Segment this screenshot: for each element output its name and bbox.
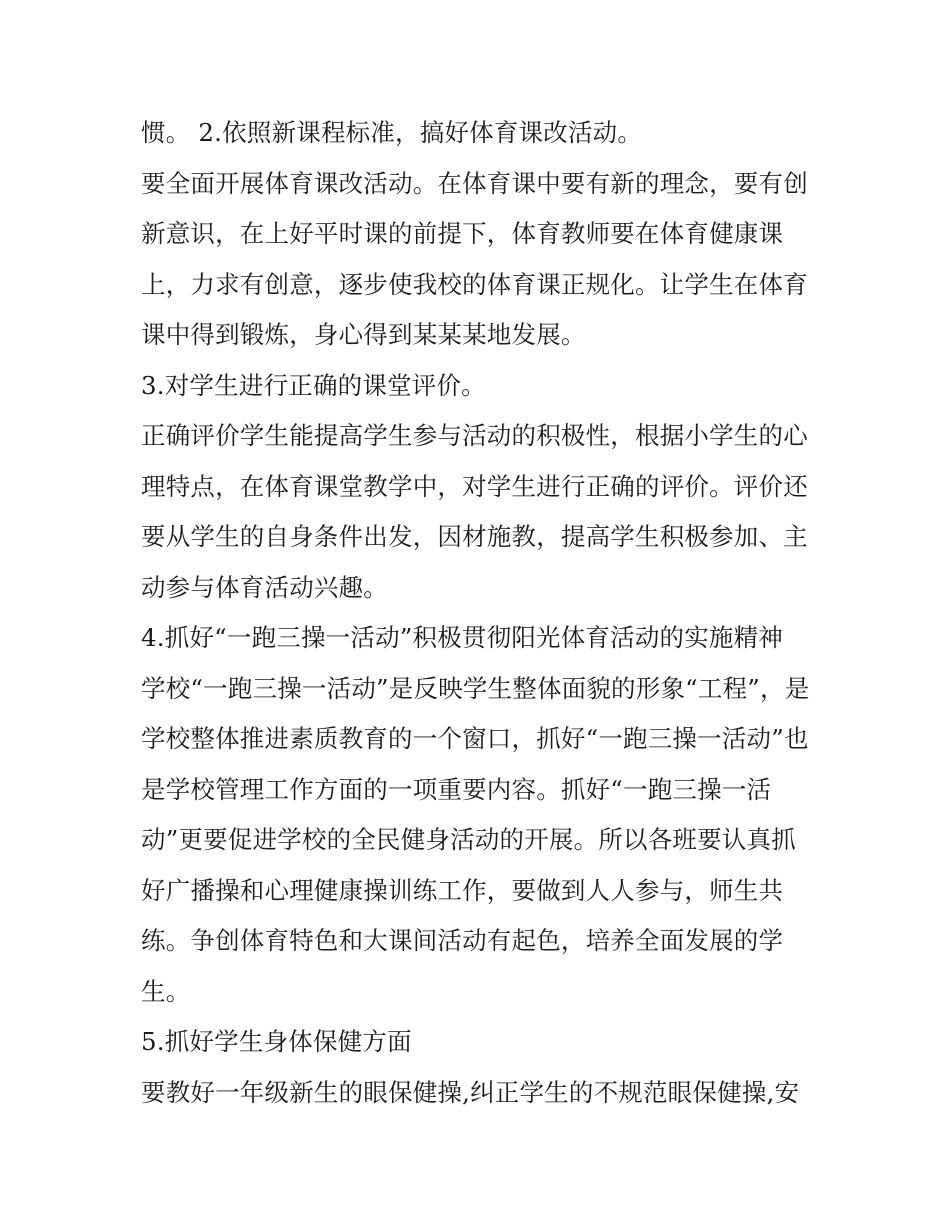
text-line: 动”更要促进学校的全民健身活动的开展。所以各班要认真抓 bbox=[141, 825, 796, 854]
text-line: 上，力求有创意，逐步使我校的体育课正规化。让学生在体育 bbox=[141, 269, 808, 299]
document-body bbox=[141, 108, 821, 1118]
text-line: 理特点，在体育课堂教学中，对学生进行正确的评价。评价还 bbox=[141, 471, 808, 501]
text-line: 练。争创体育特色和大课间活动有起色，培养全面发展的学 bbox=[141, 926, 784, 955]
section-heading: 3.对学生进行正确的课堂评价。 bbox=[141, 370, 486, 400]
text-line: 正确评价学生能提高学生参与活动的积极性，根据小学生的心 bbox=[141, 421, 808, 450]
text-line: 新意识，在上好平时课的前提下，体育教师要在体育健康课 bbox=[141, 219, 784, 248]
text-line: 要全面开展体育课改活动。在体育课中要有新的理念，要有创 bbox=[141, 168, 808, 198]
text-line: 是学校管理工作方面的一项重要内容。抓好“一跑三操一活 bbox=[141, 774, 772, 804]
text-line: 动参与体育活动兴趣。 bbox=[141, 572, 388, 602]
text-line: 学校“一跑三操一活动”是反映学生整体面貌的形象“工程”，是 bbox=[141, 673, 810, 703]
text-line: 要从学生的自身条件出发，因材施教，提高学生积极参加、主 bbox=[141, 522, 808, 551]
text-line: 生。 bbox=[141, 976, 191, 1006]
section-heading: 4.抓好“一跑三操一活动”积极贯彻阳光体育活动的实施精神 bbox=[141, 623, 784, 652]
text-line: 要教好一年级新生的眼保健操,纠正学生的不规范眼保健操,安 bbox=[141, 1077, 800, 1107]
text-line: 学校整体推进素质教育的一个窗口，抓好“一跑三操一活动”也 bbox=[141, 724, 809, 753]
text-line: 好广播操和心理健康操训练工作，要做到人人参与，师生共 bbox=[141, 875, 784, 905]
text-line: 惯。 2.依照新课程标准，搞好体育课改活动。 bbox=[141, 118, 643, 147]
text-line: 课中得到锻炼，身心得到某某某地发展。 bbox=[141, 320, 586, 349]
section-heading: 5.抓好学生身体保健方面 bbox=[141, 1027, 412, 1056]
